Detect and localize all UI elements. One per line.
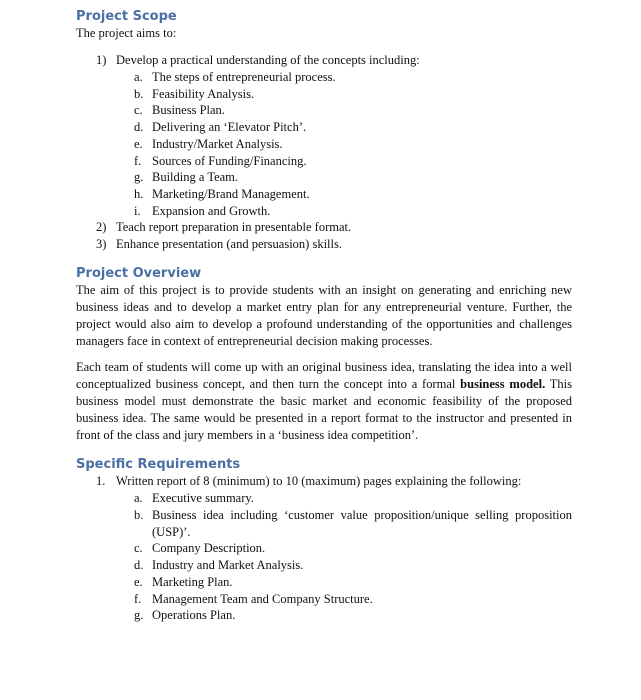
list-marker: g. — [134, 170, 144, 185]
list-item-text: Industry/Market Analysis. — [152, 136, 283, 151]
list-item-text: Feasibility Analysis. — [152, 86, 255, 101]
list-item-text: Marketing/Brand Management. — [152, 186, 310, 201]
section-heading-project-scope: Project Scope — [76, 9, 177, 24]
list-marker: f. — [134, 153, 142, 168]
scope-item-3 — [76, 236, 572, 253]
overview-paragraph-1: The aim of this project is to provide students with an insight on generating and enriching new business ideas and to develop a market entry plan for any entrepreneurial venture. Further, the project would also aim to develop a profound understanding of the opportunities and challenges managers face in context of entrepreneurial decision making processes. — [76, 283, 572, 349]
list-marker: c. — [134, 103, 143, 118]
list-item-text: Enhance presentation (and persuasion) skills. — [116, 237, 342, 252]
list-item-text: Operations Plan. — [152, 608, 236, 623]
list-item-text: Develop a practical understanding of the concepts including: — [116, 53, 420, 67]
list-marker: 1. — [96, 474, 106, 489]
scope-sublist — [116, 69, 572, 219]
list-item-text: Expansion and Growth. — [152, 203, 271, 218]
list-item — [76, 203, 572, 220]
document-page — [76, 8, 572, 624]
bold-term: business model. — [460, 377, 546, 392]
list-item — [76, 169, 572, 186]
list-marker: h. — [134, 186, 144, 201]
list-item — [76, 490, 572, 507]
list-item-text: Delivering an ‘Elevator Pitch’. — [152, 120, 307, 135]
list-item-text: The steps of entrepreneurial process. — [152, 70, 336, 84]
list-item — [76, 557, 572, 574]
scope-item-1 — [76, 52, 572, 219]
list-marker: i. — [134, 203, 141, 218]
list-marker: a. — [134, 491, 143, 506]
list-item — [76, 574, 572, 591]
list-item — [76, 607, 572, 624]
list-item — [76, 69, 572, 86]
section-heading-specific-requirements: Specific Requirements — [76, 457, 241, 473]
list-item-text: Executive summary. — [152, 491, 254, 506]
list-item — [76, 136, 572, 153]
list-item — [76, 186, 572, 203]
list-item — [76, 591, 572, 608]
scope-list — [76, 52, 572, 253]
paragraph-text: Each team of students will come up with an original business idea, translating the idea into a well conceptualized business concept, and then turn the concept into a formal — [76, 360, 572, 392]
list-item-text: Marketing Plan. — [152, 574, 233, 589]
list-item-text: Business Plan. — [152, 103, 225, 118]
list-marker: b. — [134, 86, 144, 101]
list-marker: c. — [134, 541, 143, 556]
list-item-text: Building a Team. — [152, 170, 239, 185]
list-marker: 1) — [96, 53, 107, 67]
requirements-item-1 — [76, 473, 572, 624]
list-marker: g. — [134, 608, 144, 623]
list-item-text: Sources of Funding/Financing. — [152, 153, 307, 168]
list-marker: f. — [134, 591, 142, 606]
scope-item-2 — [76, 219, 572, 236]
list-item-text: Company Description. — [152, 541, 266, 556]
list-item — [76, 507, 572, 540]
list-marker: a. — [134, 70, 143, 84]
list-marker: d. — [134, 120, 144, 135]
list-item-text: Management Team and Company Structure. — [152, 591, 373, 606]
list-item-text: Industry and Market Analysis. — [152, 558, 304, 573]
list-item-text: Business idea including ‘customer value proposition/unique selling proposition (USP)’. — [152, 508, 572, 539]
list-item — [76, 102, 572, 119]
list-marker: 3) — [96, 237, 107, 252]
list-marker: d. — [134, 558, 144, 573]
section-heading-project-overview: Project Overview — [76, 266, 202, 282]
list-marker: e. — [134, 136, 143, 151]
list-item-text: Teach report preparation in presentable format. — [116, 220, 352, 235]
list-item-text: Written report of 8 (minimum) to 10 (maximum) pages explaining the following: — [116, 474, 522, 489]
list-marker: b. — [134, 508, 144, 523]
list-item — [76, 540, 572, 557]
scope-intro: The project aims to: — [76, 26, 177, 40]
list-marker: 2) — [96, 220, 107, 235]
list-marker: e. — [134, 574, 143, 589]
requirements-sublist — [116, 490, 572, 624]
list-item — [76, 86, 572, 103]
paragraph-text: This business model must demonstrate the basic market and economic feasibility of the proposed business idea. The same would be presented in a report format to the instructor and presented in front of the class and jury members in a ‘business idea competition’. — [76, 377, 572, 443]
list-item — [76, 153, 572, 170]
requirements-list — [76, 473, 572, 624]
list-item — [76, 119, 572, 136]
overview-paragraph-2 — [76, 359, 572, 444]
